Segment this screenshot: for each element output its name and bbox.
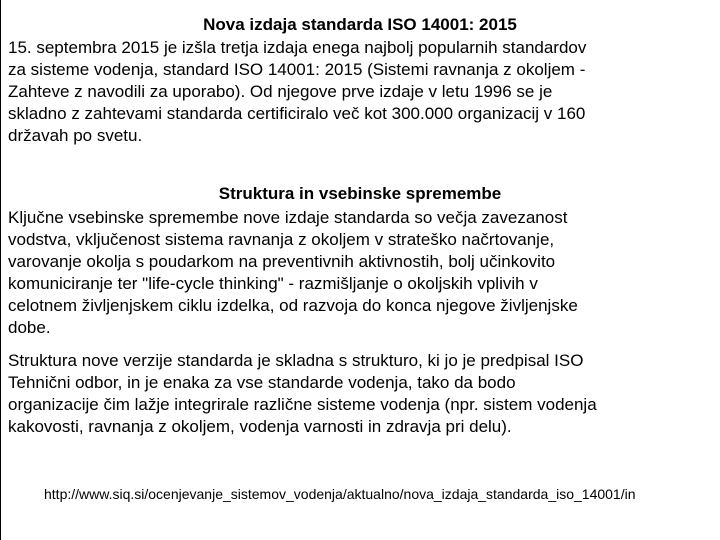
heading-structure-changes: Struktura in vsebinske spremembe	[218, 184, 502, 203]
paragraph-line: celotnem življenjskem ciklu izdelka, od razvoja do konca njegove življenjske	[8, 296, 578, 316]
heading-new-edition: Nova izdaja standarda ISO 14001: 2015	[203, 15, 517, 34]
paragraph-line: Struktura nove verzije standarda je skladna s strukturo, ki jo je predpisal ISO	[8, 351, 584, 370]
paragraph-line: za sisteme vodenja, standard ISO 14001: 2015 (Sistemi ravnanja z okoljem -	[8, 60, 586, 80]
paragraph-line: Tehnični odbor, in je enaka za vse standarde vodenja, tako da bodo	[8, 373, 516, 393]
paragraph-line: varovanje okolja s poudarkom na preventivnih aktivnostih, bolj učinkovito	[8, 252, 556, 272]
paragraph-line: Zahteve z navodili za uporabo). Od njegove prve izdaje v letu 1996 se je	[8, 82, 553, 102]
paragraph-line: skladno z zahtevami standarda certificiralo več kot 300.000 organizacij v 160	[8, 104, 586, 124]
source-link[interactable]: http://www.siq.si/ocenjevanje_sistemov_vodenja/aktualno/nova_izdaja_standarda_iso_14001/in	[44, 486, 636, 502]
paragraph-line: 15. septembra 2015 je izšla tretja izdaja enega najbolj popularnih standardov	[8, 38, 587, 57]
paragraph-line: vodstva, vključenost sistema ravnanja z okoljem v strateško načrtovanje,	[8, 230, 555, 250]
paragraph-line: organizacije čim lažje integrirale različne sisteme vodenja (npr. sistem vodenja	[8, 395, 597, 415]
paragraph-line: dobe.	[8, 318, 51, 338]
structure-paragraph	[8, 350, 714, 438]
intro-paragraph	[8, 37, 714, 147]
paragraph-line: Ključne vsebinske spremembe nove izdaje standarda so večja zavezanost	[8, 208, 568, 227]
paragraph-line: komuniciranje ter "life-cycle thinking" - razmišljanje o okoljskih vplivih v	[8, 274, 538, 294]
paragraph-line: državah po svetu.	[8, 126, 143, 146]
changes-paragraph	[8, 207, 714, 340]
paragraph-line: kakovosti, ravnanja z okoljem, vodenja varnosti in zdravja pri delu).	[8, 417, 512, 437]
left-border-line	[0, 0, 1, 540]
